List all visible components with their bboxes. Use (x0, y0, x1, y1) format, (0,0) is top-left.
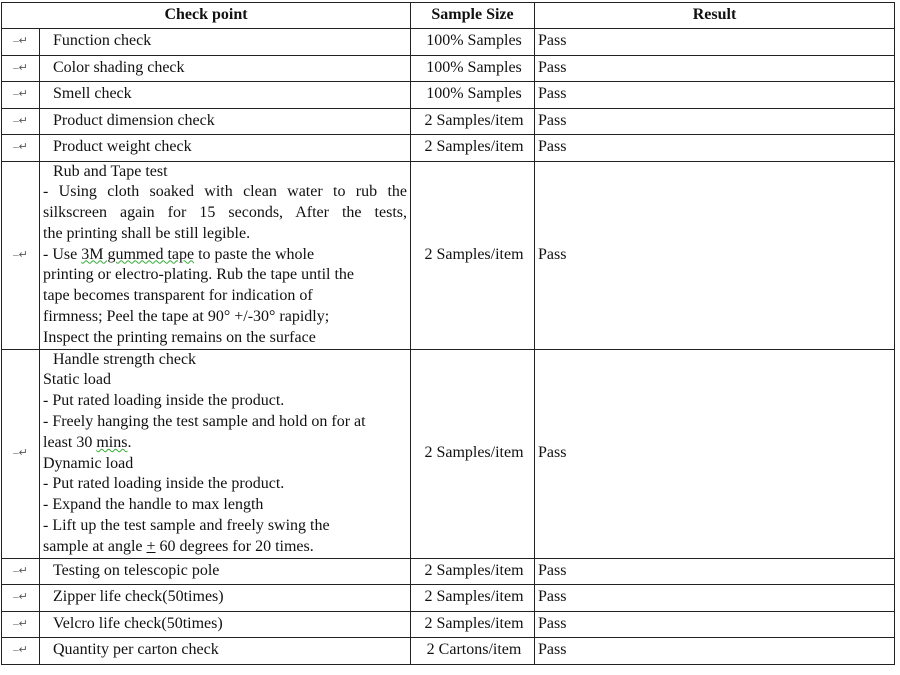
check-point-cell (40, 55, 411, 82)
detail-line: - Freely hanging the test sample and hold on for at (43, 413, 366, 431)
detail-line: printing or electro-plating. Rub the tape until the (43, 266, 355, 284)
check-point-cell (40, 82, 411, 109)
detail-line: Static load (43, 371, 111, 389)
detail-line: - Expand the handle to max length (43, 496, 264, 514)
detail-line (43, 433, 407, 454)
check-point-cell (40, 585, 411, 612)
check-name: Product dimension check (53, 111, 215, 129)
check-point-cell (40, 108, 411, 135)
check-name: Color shading check (53, 58, 185, 76)
detail-line: - Put rated loading inside the product. (43, 475, 285, 493)
sample-size-cell: 2 Samples/item (411, 161, 535, 349)
table-row (2, 135, 895, 162)
detail-line: - Put rated loading inside the product. (43, 392, 285, 410)
check-name: Testing on telescopic pole (53, 561, 220, 579)
text: to paste the whole (194, 245, 315, 263)
row-marker: –↵ (2, 638, 40, 665)
table-row (2, 55, 895, 82)
result-cell: Pass (535, 349, 895, 558)
detail-line: tape becomes transparent for indication of (43, 287, 313, 305)
result-cell: Pass (535, 611, 895, 638)
row-marker: –↵ (2, 558, 40, 585)
result-cell: Pass (535, 29, 895, 56)
check-point-cell (40, 611, 411, 638)
check-name: Smell check (53, 85, 132, 103)
text: sample at angle (43, 537, 147, 555)
sample-size-cell: 100% Samples (411, 29, 535, 56)
spellcheck-text: mins (96, 433, 128, 451)
result-cell: Pass (535, 108, 895, 135)
row-marker: –↵ (2, 585, 40, 612)
table-row (2, 82, 895, 109)
table-row (2, 611, 895, 638)
result-cell: Pass (535, 558, 895, 585)
header-sample-size: Sample Size (411, 3, 535, 29)
check-name: Function check (53, 32, 152, 50)
check-point-cell (40, 638, 411, 665)
result-cell: Pass (535, 161, 895, 349)
sample-size-cell: 2 Samples/item (411, 611, 535, 638)
check-point-cell (40, 29, 411, 56)
header-row (2, 3, 895, 29)
detail-line (43, 245, 407, 266)
detail-line: the printing shall be still legible. (43, 224, 251, 242)
check-name: Quantity per carton check (53, 641, 219, 659)
check-point-cell (40, 349, 411, 558)
detail-line: - Lift up the test sample and freely swing the (43, 517, 330, 535)
table-row (2, 349, 895, 558)
result-cell: Pass (535, 82, 895, 109)
result-cell: Pass (535, 135, 895, 162)
detail-line: silkscreen again for 15 seconds, After the tests, (43, 204, 407, 222)
check-name: Velcro life check(50times) (53, 614, 223, 632)
text: + (146, 537, 156, 555)
text: least 30 (43, 433, 97, 451)
table-row (2, 558, 895, 585)
sample-size-cell: 2 Samples/item (411, 558, 535, 585)
detail-line: firmness; Peel the tape at 90° +/-30° rapidly; (43, 308, 330, 326)
detail-line: Inspect the printing remains on the surface (43, 328, 316, 346)
text: 60 degrees for 20 times. (155, 537, 314, 555)
text: . (127, 433, 132, 451)
check-point-cell (40, 135, 411, 162)
table-row (2, 585, 895, 612)
result-cell: Pass (535, 55, 895, 82)
table-row (2, 638, 895, 665)
detail-line (43, 537, 407, 558)
check-name: Handle strength check (53, 350, 197, 368)
sample-size-cell: 100% Samples (411, 55, 535, 82)
header-check-point: Check point (2, 3, 411, 29)
check-point-cell (40, 161, 411, 349)
sample-size-cell: 2 Samples/item (411, 135, 535, 162)
sample-size-cell: 100% Samples (411, 82, 535, 109)
result-cell: Pass (535, 585, 895, 612)
sample-size-cell: 2 Samples/item (411, 585, 535, 612)
table-row (2, 108, 895, 135)
sample-size-cell: 2 Cartons/item (411, 638, 535, 665)
table-row (2, 29, 895, 56)
header-result: Result (535, 3, 895, 29)
row-marker: –↵ (2, 135, 40, 162)
text: - Use (43, 245, 82, 263)
check-table (1, 2, 895, 665)
row-marker: –↵ (2, 29, 40, 56)
check-name: Product weight check (53, 138, 192, 156)
result-cell: Pass (535, 638, 895, 665)
row-marker: –↵ (2, 82, 40, 109)
row-marker: –↵ (2, 161, 40, 349)
row-marker: –↵ (2, 611, 40, 638)
sample-size-cell: 2 Samples/item (411, 349, 535, 558)
row-marker: –↵ (2, 108, 40, 135)
sample-size-cell: 2 Samples/item (411, 108, 535, 135)
row-marker: –↵ (2, 349, 40, 558)
check-name: Rub and Tape test (53, 162, 168, 180)
table-row (2, 161, 895, 349)
row-marker: –↵ (2, 55, 40, 82)
check-point-cell (40, 558, 411, 585)
check-name: Zipper life check(50times) (53, 588, 224, 606)
spellcheck-text: 3M gummed tape (81, 245, 195, 263)
detail-line: Dynamic load (43, 454, 134, 472)
detail-line: - Using cloth soaked with clean water to rub the (43, 183, 407, 201)
